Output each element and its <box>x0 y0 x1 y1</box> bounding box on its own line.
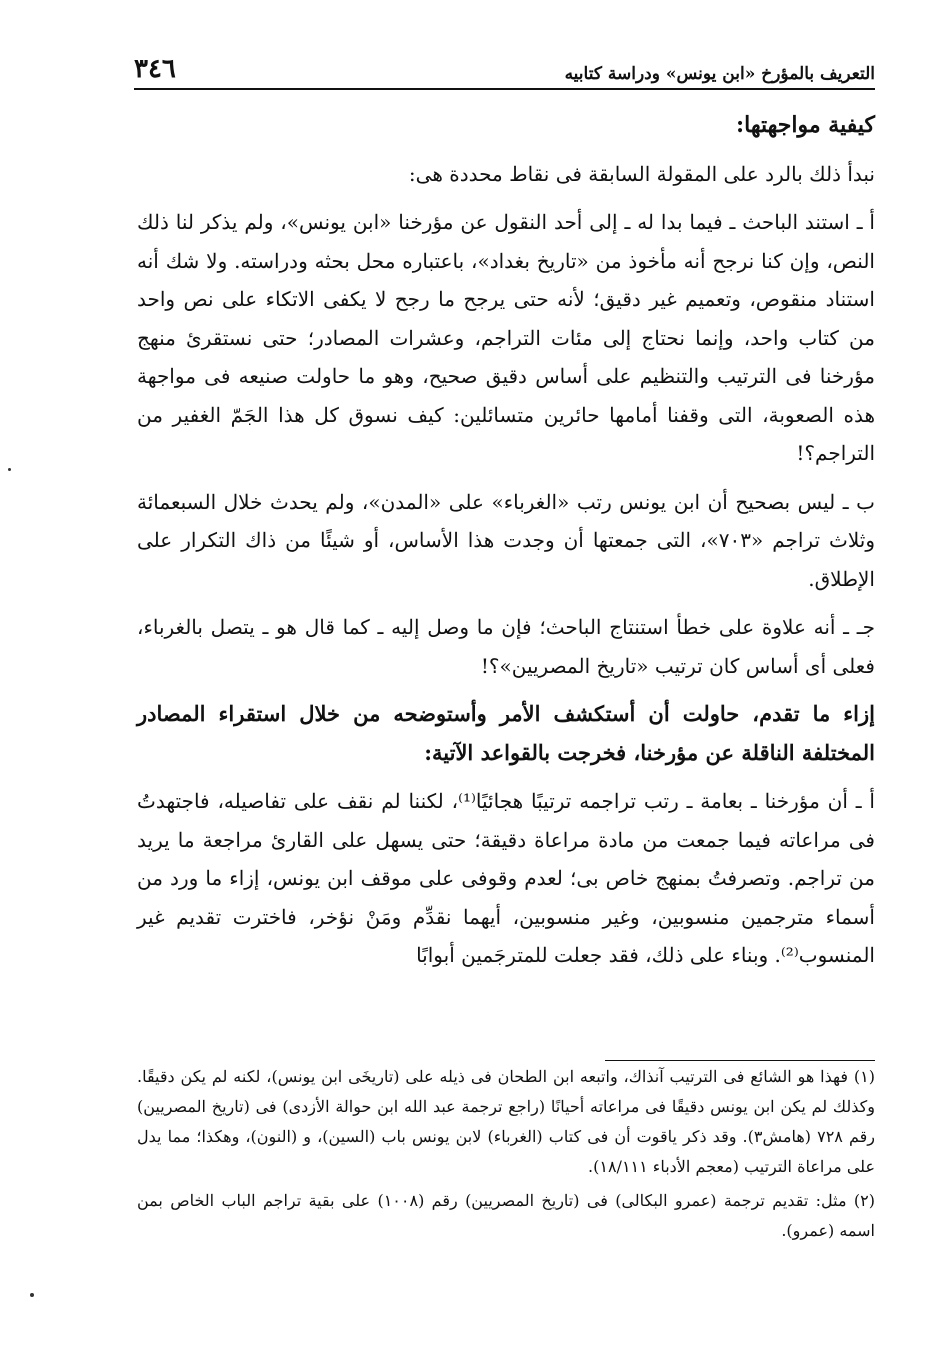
footnote-2: (٢) مثل: تقديم ترجمة (عمرو البكالى) فى (تاريخ المصريين) رقم (١٠٠٨) على بقية تراجم الباب الخاص بمن اسمه (عمرو). <box>137 1191 875 1240</box>
footnote-1: (١) فهذا هو الشائع فى الترتيب آنذاك، واتبعه ابن الطحان فى ذيله على (تاريخَى ابن يونس)، لكنه لم يكن دقيقًا. وكذلك لم يكن ابن يونس دقيقًا فى مراعاته أحيانًا (راجع ترجمة عبد الله ابن حوالة الأزدى) فى (تاريخ المصريين) رقم ٧٢٨ (هامش٣). وقد ذكر ياقوت أن فى كتاب (الغرباء) لابن يونس باب (السين)، و (النون)، وهكذا؛ مما يدل على مراعاة الترتيب (معجم الأدباء ١٨/١١١). <box>137 1067 876 1176</box>
rules-intro-paragraph: إزاء ما تقدم، حاولت أن أستكشف الأمر وأستوضحه من خلال استقراء المصادر المختلفة الناقلة عن مؤرخنا، فخرجت بالقواعد الآتية: <box>137 701 875 765</box>
point-a-paragraph: أ ـ استند الباحث ـ فيما بدا له ـ إلى أحد النقول عن مؤرخنا «ابن يونس»، ولم يذكر لنا ذلك النص، وإن كنا نرجح أنه مأخوذ من «تاريخ بغداد»، باعتباره محل بحثه ودراسته. ولا شك أنه استناد منقوص، وتعميم غير دقيق؛ لأنه حتى يرجح ما رجح لا يكفى الاتكاء على نص واحد من كتاب واحد، وإنما نحتاج إلى مئات التراجم، وعشرات المصادر؛ حتى نستقرئ منهج مؤرخنا فى الترتيب والتنظيم على أساس دقيق صحيح، وهو ما حاولت صنيعه فى مواجهة هذه الصعوبة، التى وقفنا أمامها حائرين متسائلين: كيف نسوق كل هذا الجَمّ الغفير من التراجم؟! <box>137 210 875 465</box>
rule-a-paragraph: أ ـ أن مؤرخنا ـ بعامة ـ رتب تراجمه ترتيبًا هجائيًا⁽¹⁾، لكننا لم نقف على تفاصيله، فاجتهدتُ فى مراعاته فيما جمعت من مادة مراعاة دقيقة؛ حتى يسهل على القارئ مراجعة ما يريد من تراجم. وتصرفتُ بمنهج خاص بى؛ لعدم وقوفى على موقف ابن يونس، إزاء ما ورد من أسماء مترجمين منسوبين، وغير منسوبين، أيهما نقدِّم ومَنْ نؤخر، فاخترت تقديم غير المنسوب⁽²⁾. وبناء على ذلك، فقد جعلت للمترجَمين أبوابًا <box>137 789 875 967</box>
scan-speck <box>30 1293 34 1297</box>
point-b-paragraph: ب ـ ليس بصحيح أن ابن يونس رتب «الغرباء» على «المدن»، ولم يحدث خلال السبعمائة وثلاث تراجم «٧٠٣»، التى جمعتها أن وجدت هذا الأساس، أو شيئًا من ذاك التكرار على الإطلاق. <box>137 489 875 591</box>
page-header <box>134 52 875 90</box>
page-number: ٣٤٦ <box>134 54 176 84</box>
main-text <box>137 106 875 985</box>
running-title: التعريف بالمؤرخ «ابن يونس» ودراسة كتابيه <box>564 64 875 84</box>
footnote-separator <box>605 1060 875 1061</box>
intro-paragraph: نبدأ ذلك بالرد على المقولة السابقة فى نقاط محددة هى: <box>408 161 875 186</box>
scan-speck <box>8 468 11 471</box>
point-c-paragraph: جـ ـ أنه علاوة على خطأ استنتاج الباحث؛ فإن ما وصل إليه ـ كما قال هو ـ يتصل بالغرباء، فعلى أى أساس كان ترتيب «تاريخ المصريين»؟! <box>137 615 875 678</box>
section-heading: كيفية مواجهتها: <box>736 112 875 138</box>
footnotes <box>137 1062 875 1250</box>
